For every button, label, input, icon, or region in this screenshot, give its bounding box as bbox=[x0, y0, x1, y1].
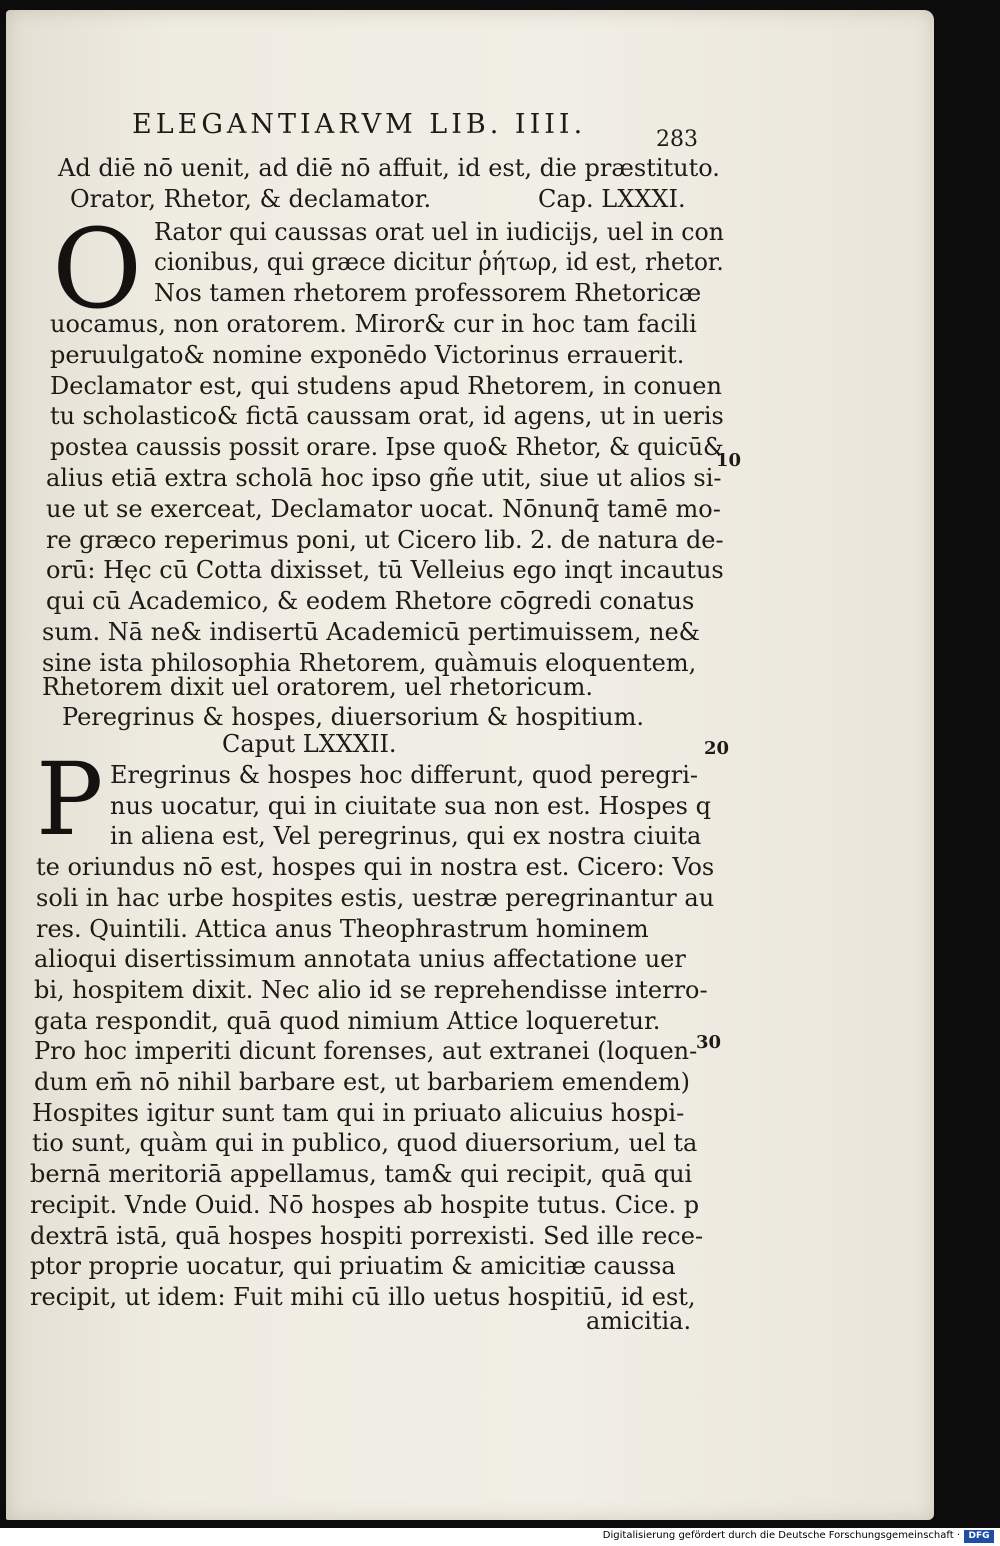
s2-line: bi, hospitem dixit. Nec alio id se reprehendisse interro- bbox=[34, 976, 708, 1004]
s1-line: Declamator est, qui studens apud Rhetorem, in conuen bbox=[50, 372, 722, 400]
s1-line: sum. Nā ne& indisertū Academicū pertimuissem, ne& bbox=[42, 618, 701, 646]
s2-line: te oriundus nō est, hospes qui in nostra est. Cicero: Vos bbox=[36, 853, 715, 881]
margin-number: 10 bbox=[716, 450, 742, 471]
s1-line: re græco reperimus poni, ut Cicero lib. 2. de natura de- bbox=[46, 526, 724, 554]
s1-line: postea caussis possit orare. Ipse quo& Rhetor, & quicū& bbox=[50, 433, 724, 461]
s2-line: dextrā istā, quā hospes hospiti porrexisti. Sed ille rece- bbox=[30, 1222, 704, 1250]
s1-line: tu scholastico& fictā caussam orat, id agens, ut in ueris bbox=[50, 402, 724, 430]
margin-number: 30 bbox=[696, 1032, 722, 1053]
s2-line: soli in hac urbe hospites estis, uestræ peregrinantur au bbox=[36, 884, 715, 912]
s1-line: peruulgato& nomine exponēdo Victorinus errauerit. bbox=[50, 341, 685, 369]
s1-line: Rhetorem dixit uel oratorem, uel rhetoricum. bbox=[42, 673, 594, 701]
running-head: ELEGANTIARVM LIB. IIII. bbox=[132, 109, 587, 140]
s1-line: cionibus, qui græce dicitur ῥήτωρ, id est, rhetor. bbox=[154, 248, 724, 276]
s2-line: recipit, ut idem: Fuit mihi cū illo uetus hospitiū, id est, bbox=[30, 1283, 696, 1311]
s2-line: res. Quintili. Attica anus Theophrastrum hominem bbox=[36, 915, 649, 943]
s2-line: ptor proprie uocatur, qui priuatim & amicitiæ caussa bbox=[30, 1252, 676, 1280]
s1-line: ue ut se exerceat, Declamator uocat. Nōnunq̄ tamē mo- bbox=[46, 495, 721, 523]
s1-line: Nos tamen rhetorem professorem Rhetoricæ bbox=[154, 279, 702, 307]
s2-line: tio sunt, quàm qui in publico, quod diuersorium, uel ta bbox=[32, 1129, 698, 1157]
s1-line: qui cū Academico, & eodem Rhetore cōgredi conatus bbox=[46, 587, 695, 615]
footer-bar bbox=[0, 1528, 1000, 1546]
s1-line: uocamus, non oratorem. Miror& cur in hoc tam facili bbox=[50, 310, 697, 338]
section1-heading: Orator, Rhetor, & declamator. bbox=[70, 185, 432, 213]
s2-line: Hospites igitur sunt tam qui in priuato alicuius hospi- bbox=[32, 1099, 685, 1127]
s2-line: Eregrinus & hospes hoc differunt, quod peregri- bbox=[110, 761, 698, 789]
s2-line: gata respondit, quā quod nimium Attice loqueretur. bbox=[34, 1007, 661, 1035]
footer-credit: Digitalisierung gefördert durch die Deutsche Forschungsgemeinschaft · bbox=[602, 1530, 960, 1541]
section2-heading: Peregrinus & hospes, diuersorium & hospitium. bbox=[62, 703, 645, 731]
section1-dropcap: O bbox=[52, 205, 143, 333]
s1-line: sine ista philosophia Rhetorem, quàmuis eloquentem, bbox=[42, 649, 697, 677]
dfg-logo-icon: DFG bbox=[964, 1530, 994, 1543]
s1-line: orū: Hęc cū Cotta dixisset, tū Velleius ego inqt incautus bbox=[46, 556, 724, 584]
s1-line: alius etiā extra scholā hoc ipso gñe utit, siue ut alios si- bbox=[46, 464, 722, 492]
section2-chapter: Caput LXXXII. bbox=[222, 730, 397, 758]
book-page bbox=[6, 10, 934, 1520]
s2-line: alioqui disertissimum annotata unius affectatione uer bbox=[34, 945, 686, 973]
s2-line: amicitia. bbox=[586, 1307, 692, 1335]
section2-dropcap: P bbox=[36, 741, 104, 858]
s2-line: recipit. Vnde Ouid. Nō hospes ab hospite tutus. Cice. p bbox=[30, 1191, 700, 1219]
section1-chapter: Cap. LXXXI. bbox=[538, 185, 686, 213]
s2-line: Pro hoc imperiti dicunt forenses, aut extranei (loquen- bbox=[34, 1037, 698, 1065]
margin-number: 20 bbox=[704, 738, 730, 759]
s1-line: Rator qui caussas orat uel in iudicijs, uel in con bbox=[154, 218, 724, 246]
s2-line: dum em̄ nō nihil barbare est, ut barbariem emendem) bbox=[34, 1068, 691, 1096]
s2-line: in aliena est, Vel peregrinus, qui ex nostra ciuita bbox=[110, 822, 702, 850]
page-number: 283 bbox=[656, 127, 698, 152]
s2-line: bernā meritoriā appellamus, tam& qui recipit, quā qui bbox=[30, 1160, 693, 1188]
s2-line: nus uocatur, qui in ciuitate sua non est. Hospes q bbox=[110, 792, 711, 820]
first-line: Ad diē nō uenit, ad diē nō affuit, id est, die præstituto. bbox=[58, 154, 720, 182]
